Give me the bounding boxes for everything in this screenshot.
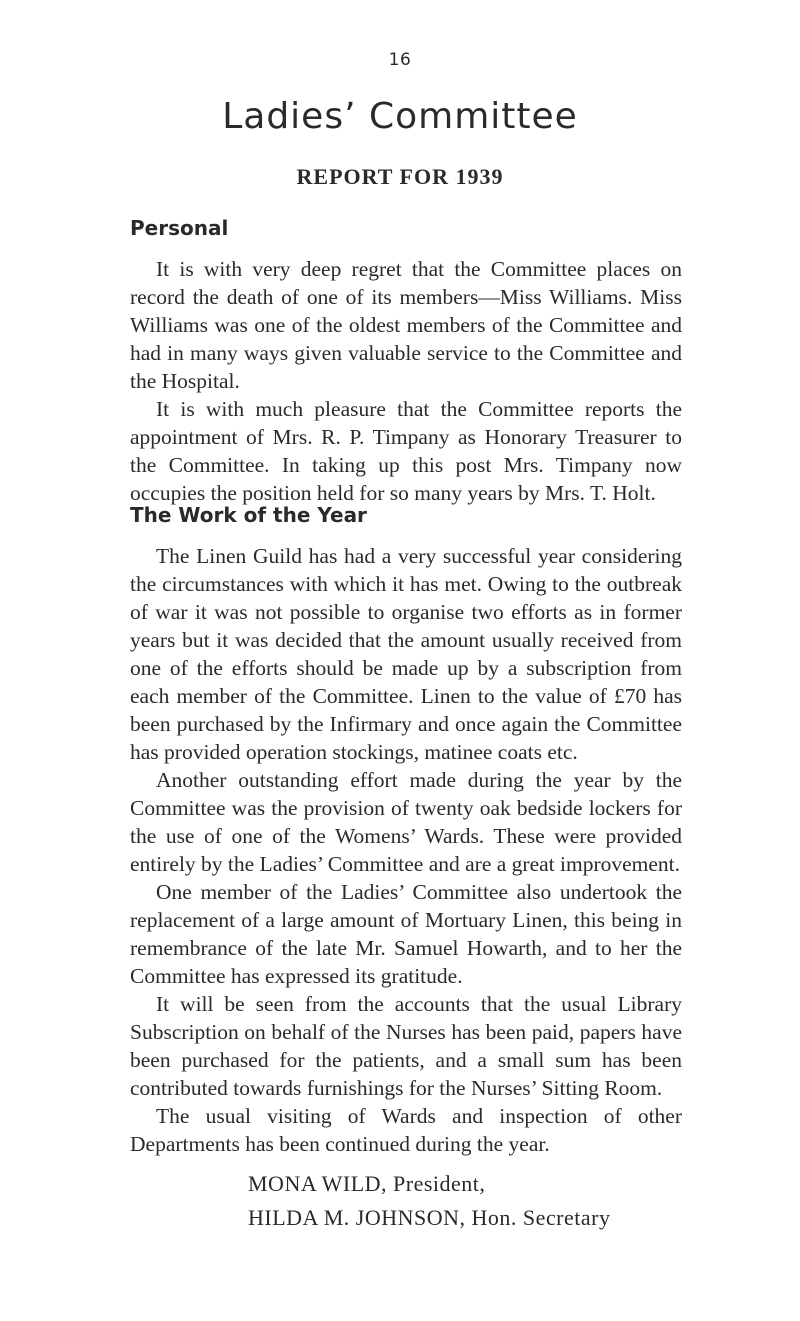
work-paragraphs [130,542,682,1158]
section-work-of-year [130,501,682,529]
section-heading-personal: Personal [130,216,229,240]
signature-block [248,1167,610,1235]
work-paragraph-4: It will be seen from the accounts that the usual Library Subscription on behalf of the Nurses has been paid, papers have been purchased for the patients, and a small sum has been contributed towards furnishings for the Nurses’ Sitting Room. [130,992,682,1100]
personal-paragraph-1: It is with very deep regret that the Committee places on record the death of one of its members—Miss Williams. Miss Williams was one of the oldest members of the Committee and had in many ways given valuable service to the Committee and the Hospital. [130,257,682,393]
work-paragraph-5: The usual visiting of Wards and inspection of other Departments has been continued during the year. [130,1104,682,1156]
page-title: Ladies’ Committee [222,96,578,137]
page-number: 16 [388,50,412,70]
work-paragraph-1: The Linen Guild has had a very successful year considering the circumstances with which it has met. Owing to the outbreak of war it was not possible to organise two efforts as in former years but it was decided that the amount usually received from one of the efforts should be made up by a subscription from each member of the Committee. Linen to the value of £70 has been purchased by the Infirmary and once again the Committee has provided operation stockings, matinee coats etc. [130,544,682,764]
work-paragraph-3: One member of the Ladies’ Committee also undertook the replacement of a large amount of Mortuary Linen, this being in remembrance of the late Mr. Samuel Howarth, and to her the Committee has expressed its gratitude. [130,880,682,988]
report-subtitle: REPORT FOR 1939 [296,164,504,189]
section-personal [130,214,682,242]
signature-president: MONA WILD, President, [248,1171,486,1196]
signature-secretary: HILDA M. JOHNSON, Hon. Secretary [248,1205,611,1230]
personal-paragraph-2: It is with much pleasure that the Committee reports the appointment of Mrs. R. P. Timpany as Honorary Treasurer to the Committee. In taking up this post Mrs. Timpany now occupies the position held for so many years by Mrs. T. Holt. [130,397,682,505]
section-heading-work-of-year: The Work of the Year [130,503,367,527]
work-paragraph-2: Another outstanding effort made during the year by the Committee was the provision of twenty oak bedside lockers for the use of one of the Womens’ Wards. These were provided entirely by the Ladies’ Committee and are a great improvement. [130,768,682,876]
personal-paragraphs [130,255,682,507]
